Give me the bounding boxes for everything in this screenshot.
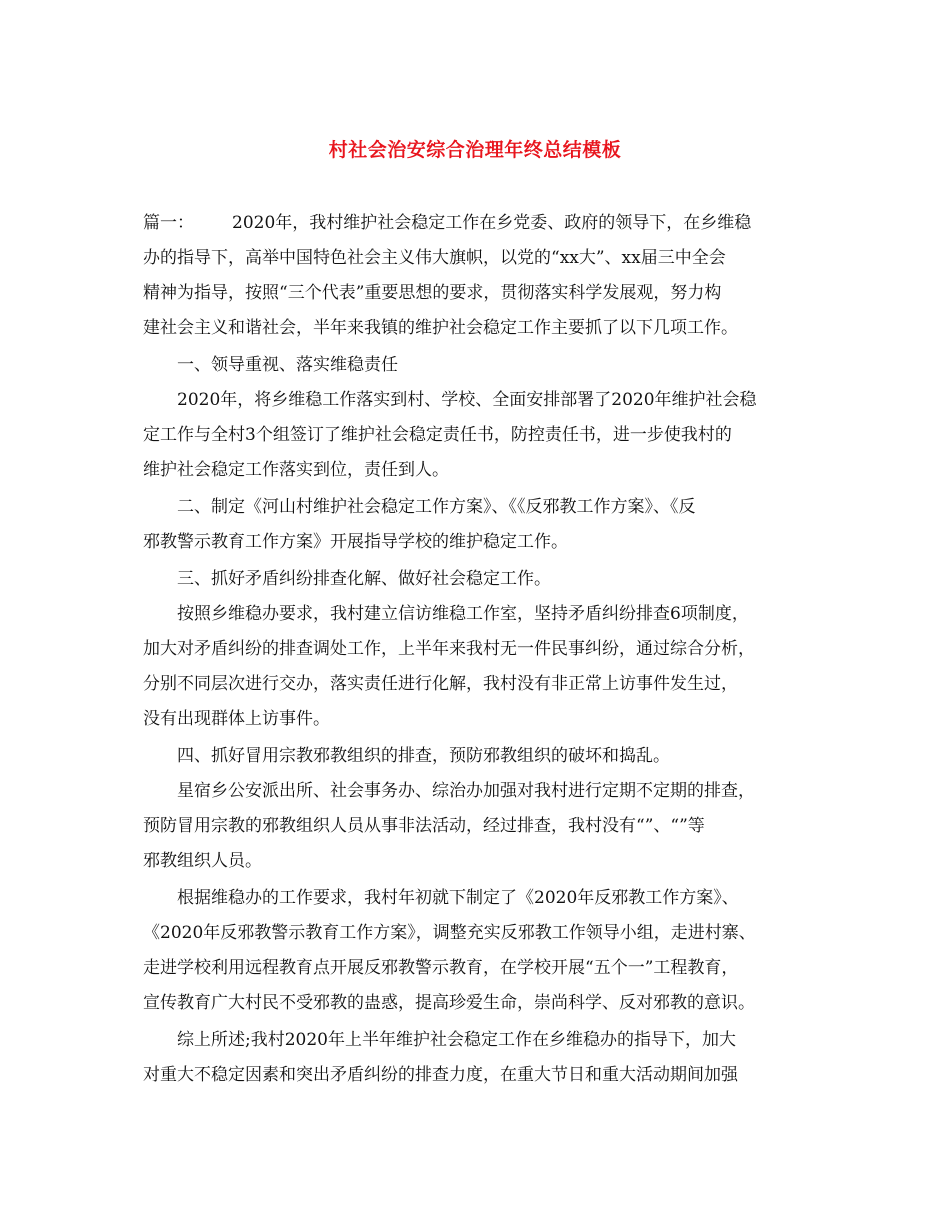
paragraph-line: 综上所述;我村2020年上半年维护社会稳定工作在乡维稳办的指导下，加大 <box>177 1030 736 1050</box>
paragraph-line: 对重大不稳定因素和突出矛盾纠纷的排查力度，在重大节日和重大活动期间加强 <box>143 1065 738 1085</box>
paragraph-line: 没有出现群体上访事件。 <box>143 709 330 729</box>
section-heading: 一、领导重视、落实维稳责任 <box>177 355 398 375</box>
section-heading: 三、抓好矛盾纠纷排查化解、做好社会稳定工作。 <box>177 569 551 589</box>
paragraph-line: 建社会主义和谐社会，半年来我镇的维护社会稳定工作主要抓了以下几项工作。 <box>143 318 738 338</box>
paragraph-line: 《2020年反邪教警示教育工作方案》，调整充实反邪教工作领导小组，走进村寨、 <box>143 923 756 943</box>
line-text: 2020年，我村维护社会稳定工作在乡党委、政府的领导下，在乡维稳 <box>232 213 752 233</box>
document-title: 村社会治安综合治理年终总结模板 <box>328 139 622 161</box>
paragraph-line: 精神为指导，按照“三个代表”重要思想的要求，贯彻落实科学发展观，努力构 <box>143 283 722 303</box>
section-heading: 四、抓好冒用宗教邪教组织的排查，预防邪教组织的破坏和捣乱。 <box>177 746 670 766</box>
paragraph-line: 星宿乡公安派出所、社会事务办、综治办加强对我村进行定期不定期的排查， <box>177 781 755 801</box>
paragraph-line: 按照乡维稳办要求，我村建立信访维稳工作室，坚持矛盾纠纷排查6项制度， <box>177 604 749 624</box>
paragraph-line: 2020年，将乡维稳工作落实到村、学校、全面安排部署了2020年维护社会稳 <box>177 390 757 410</box>
paragraph-line: 邪教组织人员。 <box>143 851 262 871</box>
section-heading: 二、制定《河山村维护社会稳定工作方案》、《《反邪教工作方案》、《反 <box>177 497 696 517</box>
paragraph-line: 分别不同层次进行交办，落实责任进行化解，我村没有非正常上访事件发生过， <box>143 674 738 694</box>
paragraph-line: 邪教警示教育工作方案》开展指导学校的维护稳定工作。 <box>143 532 568 552</box>
paragraph-line: 加大对矛盾纠纷的排查调处工作，上半年来我村无一件民事纠纷，通过综合分析， <box>143 639 755 659</box>
paragraph-line <box>143 211 803 235</box>
paragraph-line: 根据维稳办的工作要求，我村年初就下制定了《2020年反邪教工作方案》、 <box>177 888 739 908</box>
paragraph-line: 维护社会稳定工作落实到位，责任到人。 <box>143 460 449 480</box>
section-lead-label: 篇一： <box>143 213 194 233</box>
paragraph-line: 宣传教育广大村民不受邪教的蛊惑，提高珍爱生命，崇尚科学、反对邪教的意识。 <box>143 993 755 1013</box>
paragraph-line: 定工作与全村3个组签订了维护社会稳定责任书，防控责任书，进一步使我村的 <box>143 425 732 445</box>
paragraph-line: 预防冒用宗教的邪教组织人员从事非法活动，经过排查，我村没有“”、“”等 <box>143 816 705 836</box>
paragraph-line: 走进学校利用远程教育点开展反邪教警示教育，在学校开展“五个一”工程教育， <box>143 958 739 978</box>
paragraph-line: 办的指导下，高举中国特色社会主义伟大旗帜，以党的“xx大”、xx届三中全会 <box>143 248 726 268</box>
